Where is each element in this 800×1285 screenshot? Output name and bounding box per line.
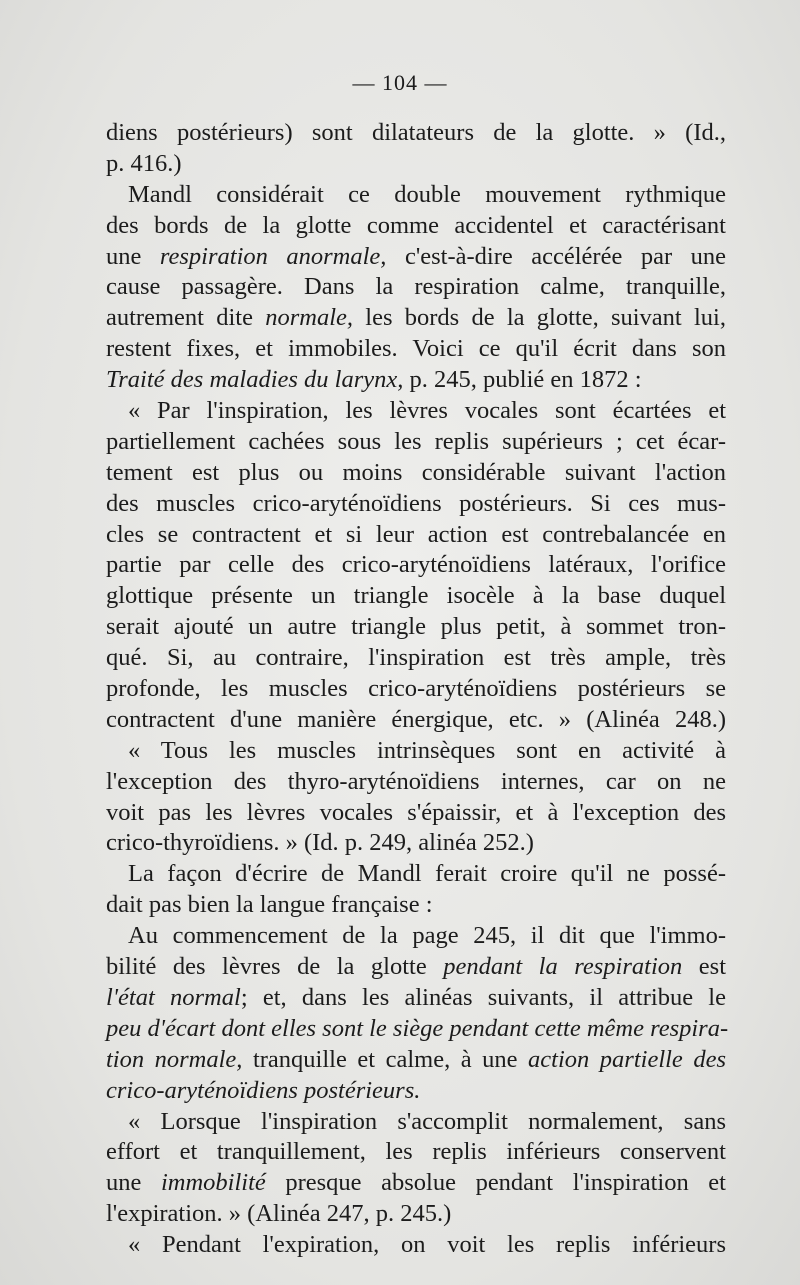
text-run: effort et tranquillement, les replis inférieurs conservent	[106, 1138, 726, 1166]
text-run: l'expiration. » (Alinéa 247, p. 245.)	[106, 1200, 452, 1228]
text-line	[106, 365, 726, 396]
text-line	[106, 736, 726, 767]
text-line	[106, 890, 726, 921]
text-run: profonde, les muscles crico-aryténoïdiens postérieurs se	[106, 675, 726, 703]
text-run: « Lorsque l'inspiration s'accomplit normalement, sans	[128, 1107, 726, 1135]
text-run: p. 416.)	[106, 149, 182, 177]
text-run: tement est plus ou moins considérable suivant l'action	[106, 458, 726, 486]
text-line	[106, 1107, 726, 1138]
text-line	[106, 520, 726, 551]
italic-run: crico-aryténoïdiens postérieurs.	[106, 1076, 421, 1104]
text-run: qué. Si, au contraire, l'inspiration est très ample, très	[106, 644, 726, 672]
text-line	[106, 1168, 726, 1199]
body-text	[106, 118, 729, 1261]
text-run: Au commencement de la page 245, il dit que l'immo-	[128, 922, 726, 950]
italic-run: Traité des maladies du larynx,	[106, 366, 404, 394]
text-line	[106, 705, 726, 736]
text-run: ; et, dans les alinéas suivants, il attribue le	[240, 983, 726, 1011]
text-run: c'est-à-dire accélérée par une	[386, 242, 727, 270]
italic-run: pendant la respiration	[443, 953, 683, 981]
text-line	[106, 1230, 726, 1261]
text-run: presque absolue pendant l'inspiration et	[265, 1169, 726, 1197]
text-line	[106, 303, 726, 334]
text-run: restent fixes, et immobiles. Voici ce qu'il écrit dans son	[106, 335, 726, 363]
text-line	[106, 334, 726, 365]
text-run: une	[106, 242, 160, 270]
text-line	[106, 859, 726, 890]
text-line	[106, 952, 726, 983]
text-run: crico-thyroïdiens. » (Id. p. 249, alinéa 252.)	[106, 829, 534, 857]
text-run: glottique présente un triangle isocèle à la base duquel	[106, 582, 726, 610]
text-run: autrement dite	[106, 304, 266, 332]
text-line	[106, 798, 726, 829]
text-line	[106, 1014, 729, 1045]
text-run: « Par l'inspiration, les lèvres vocales sont écartées et	[128, 397, 726, 425]
text-run: p. 245, publié en 1872 :	[403, 366, 642, 394]
text-line	[106, 458, 726, 489]
text-run: cles se contractent et si leur action est contrebalancée en	[106, 520, 726, 548]
italic-run: tion normale,	[106, 1045, 243, 1073]
text-run: serait ajouté un autre triangle plus petit, à sommet tron-	[106, 613, 726, 641]
text-line	[106, 242, 726, 273]
text-run: les bords de la glotte, suivant lui,	[353, 304, 726, 332]
text-run: voit pas les lèvres vocales s'épaissir, et à l'exception des	[106, 798, 726, 826]
text-run: « Pendant l'expiration, on voit les replis inférieurs	[128, 1231, 726, 1259]
text-line	[106, 1076, 726, 1107]
text-run: Mandl considérait ce double mouvement rythmique	[128, 180, 726, 208]
text-line	[106, 489, 726, 520]
text-line	[106, 272, 726, 303]
text-run: La façon d'écrire de Mandl ferait croire qu'il ne possé-	[128, 860, 726, 888]
text-run: cause passagère. Dans la respiration calme, tranquille,	[106, 273, 726, 301]
text-run: l'exception des thyro-aryténoïdiens internes, car on ne	[106, 767, 726, 795]
italic-run: action partielle des	[528, 1045, 726, 1073]
text-line	[106, 118, 726, 149]
text-line	[106, 828, 726, 859]
text-line	[106, 767, 726, 798]
text-line	[106, 983, 726, 1014]
italic-run: normale,	[265, 304, 354, 332]
text-line	[106, 550, 726, 581]
text-run: diens postérieurs) sont dilatateurs de la glotte. » (Id.,	[106, 119, 726, 146]
page-number: — 104 —	[352, 70, 448, 95]
text-run: est	[682, 953, 727, 981]
text-run: bilité des lèvres de la glotte	[106, 953, 444, 981]
italic-run: immobilité	[160, 1169, 266, 1197]
text-line	[106, 612, 726, 643]
text-line	[106, 180, 726, 211]
italic-run: respiration anormale,	[159, 242, 387, 270]
text-run: tranquille et calme, à une	[242, 1045, 529, 1073]
text-run: « Tous les muscles intrinsèques sont en activité à	[128, 736, 726, 764]
text-run: des bords de la glotte comme accidentel et caractérisant	[106, 211, 726, 239]
text-line	[106, 396, 726, 427]
text-run: des muscles crico-aryténoïdiens postérieurs. Si ces mus-	[106, 489, 726, 517]
text-run: une	[106, 1169, 161, 1197]
text-run: partiellement cachées sous les replis supérieurs ; cet écar-	[106, 427, 726, 455]
text-run: dait pas bien la langue française :	[106, 891, 433, 919]
text-run: contractent d'une manière énergique, etc. » (Alinéa 248.)	[106, 705, 726, 733]
text-run: partie par celle des crico-aryténoïdiens latéraux, l'orifice	[106, 551, 726, 579]
text-line	[106, 921, 726, 952]
text-line	[106, 1137, 726, 1168]
text-line	[106, 674, 726, 705]
text-line	[106, 211, 726, 242]
text-line	[106, 581, 726, 612]
text-line	[106, 427, 726, 458]
italic-run: peu d'écart dont elles sont le siège pendant cette même respira-	[106, 1014, 729, 1042]
italic-run: l'état normal	[106, 983, 241, 1011]
text-line	[106, 1045, 726, 1076]
text-line	[106, 643, 726, 674]
text-line	[106, 149, 726, 180]
text-line	[106, 1199, 726, 1230]
